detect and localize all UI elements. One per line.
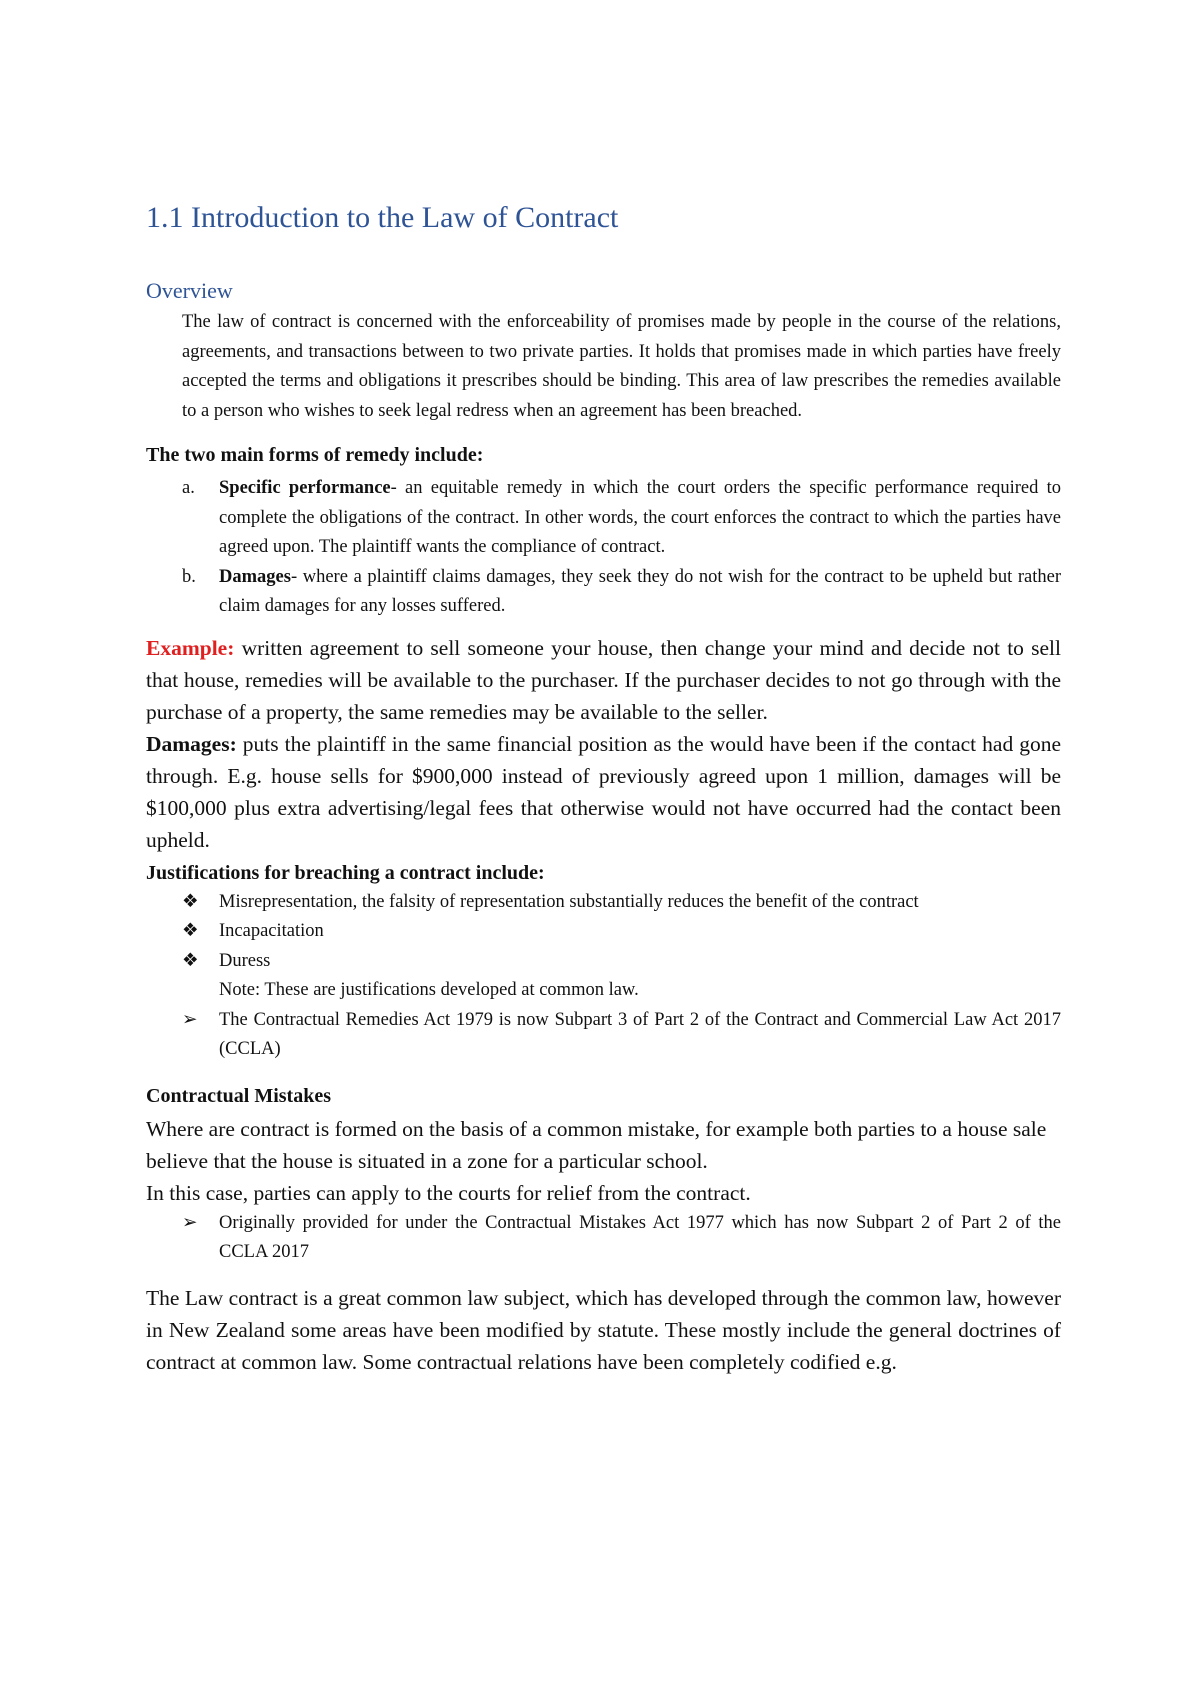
list-marker: b. [182,566,196,587]
damages-text: puts the plaintiff in the same financial position as the would have been if the contact had gone through. E.g. house sells for $900,000 instead of previously agreed upon 1 million, damages will be $100,000 plus extra advertising/legal fees that otherwise would not have occurred had the contact been upheld. [146,731,1061,852]
justifications-note: Note: These are justifications developed at common law. [219,980,639,1001]
list-item-text: Misrepresentation, the falsity of representation substantially reduces the benefit of the contract [219,891,919,912]
mistakes-text-1: Where are contract is formed on the basis of a common mistake, for example both parties to a house sale believe that the house is situated in a zone for a particular school. [146,1116,1047,1173]
damages-paragraph [146,728,1061,856]
diamond-bullet-icon: ❖ [182,891,199,912]
list-marker: a. [182,478,195,499]
justifications-heading: Justifications for breaching a contract include: [146,861,545,884]
list-item-text: Incapacitation [219,921,324,942]
remedies-heading: The two main forms of remedy include: [146,444,484,467]
closing-paragraph: The Law contract is a great common law subject, which has developed through the common law, however in New Zealand some areas have been modified by statute. These mostly include the general doctrines of contract at common law. Some contractual relations have been completely codified e.g. [146,1285,1061,1374]
diamond-bullet-icon: ❖ [182,921,199,942]
diamond-bullet-icon: ❖ [182,950,199,971]
list-item [146,947,1061,977]
list-item [146,1006,1061,1065]
remedy-item-specific-performance [146,474,1061,563]
remedy-term: Specific performance [219,478,391,499]
list-item-text: Duress [219,950,271,971]
overview-text: The law of contract is concerned with the enforceability of promises made by people in the course of the relations, agreements, and transactions between to two private parties. It holds that promises made in which parties have freely accepted the terms and obligations it prescribes should be binding. This area of law prescribes the remedies available to a person who wishes to seek legal redress when an agreement has been breached. [182,312,1061,421]
list-item [146,917,1061,947]
list-item-text: Originally provided for under the Contractual Mistakes Act 1977 which has now Subpart 2 of Part 2 of the CCLA 2017 [219,1212,1061,1263]
remedy-text: - where a plaintiff claims damages, they seek they do not wish for the contract to be upheld but rather claim damages for any losses suffered. [219,566,1061,617]
remedy-term: Damages [219,566,291,587]
mistakes-heading: Contractual Mistakes [146,1084,331,1107]
remedy-item-damages [146,563,1061,622]
list-item [146,1209,1061,1268]
list-item-text: The Contractual Remedies Act 1979 is now Subpart 3 of Part 2 of the Contract and Commercial Law Act 2017 (CCLA) [219,1009,1061,1060]
arrow-bullet-icon: ➢ [182,1212,198,1233]
page-title: 1.1 Introduction to the Law of Contract [146,201,619,234]
arrow-bullet-icon: ➢ [182,1009,198,1030]
damages-label: Damages: [146,731,237,756]
document-content [146,200,1061,1378]
example-text: written agreement to sell someone your house, then change your mind and decide not to sell that house, remedies will be available to the purchaser. If the purchaser decides to not go through with the purchase of a property, the same remedies may be available to the seller. [146,635,1061,724]
remedy-text: - an equitable remedy in which the court orders the specific performance required to complete the obligations of the contract. In other words, the court enforces the contract to which the parties have agreed upon. The plaintiff wants the compliance of contract. [219,478,1061,558]
overview-heading: Overview [146,278,233,303]
list-item [146,888,1061,918]
mistakes-text-2: In this case, parties can apply to the courts for relief from the contract. [146,1180,751,1205]
example-paragraph [146,632,1061,728]
example-label: Example: [146,635,235,660]
